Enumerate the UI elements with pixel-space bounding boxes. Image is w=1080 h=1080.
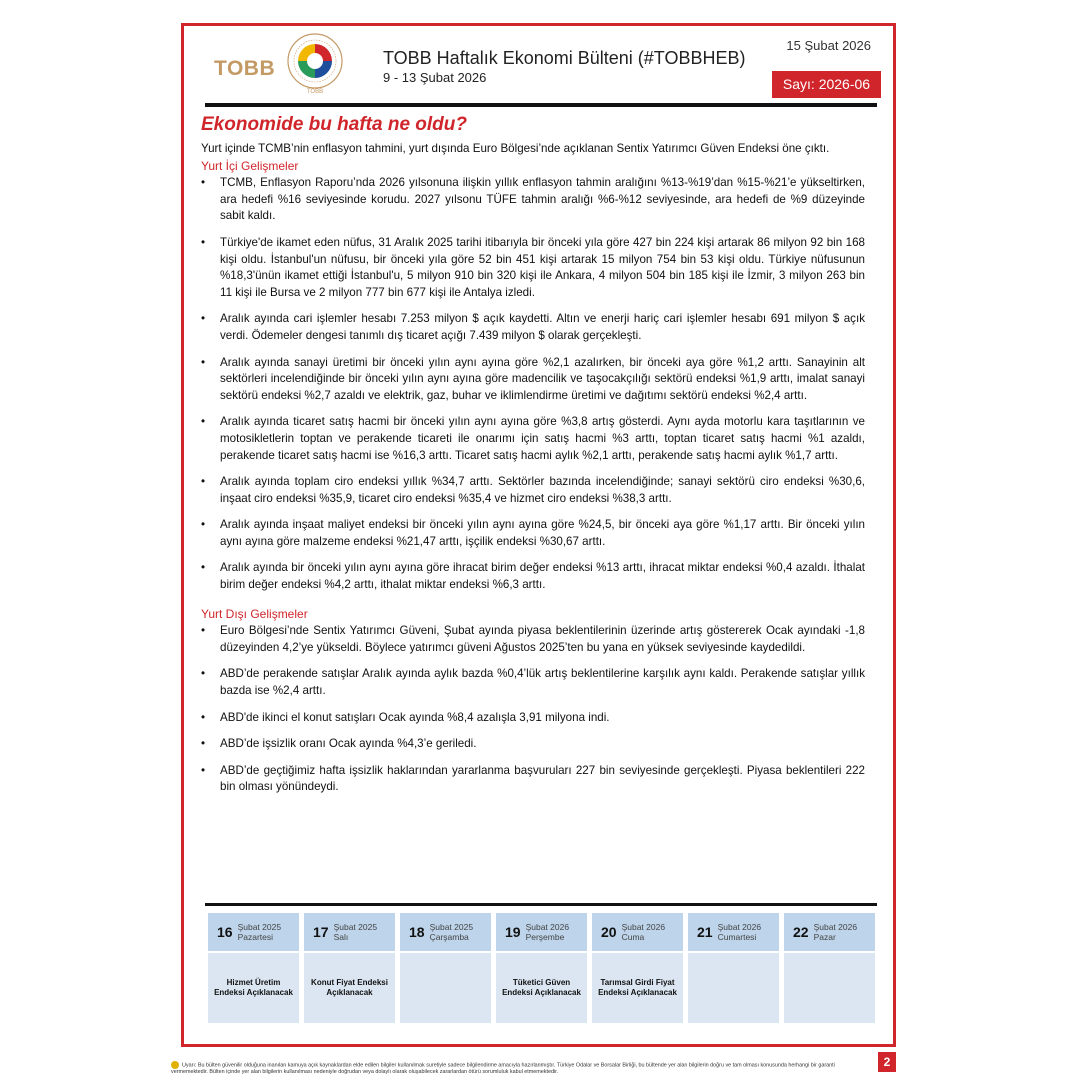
header-divider: [205, 103, 877, 107]
calendar-day-label: [526, 922, 569, 942]
calendar-day-header: [400, 913, 491, 951]
calendar-day-number: 22: [793, 924, 809, 940]
calendar-event: [784, 953, 875, 1023]
list-item: • Euro Bölgesi’nde Sentix Yatırımcı Güveni, Şubat ayında piyasa beklentilerinin üzerinde artış göstererek Ocak ayındaki -1,8 düzeyinden 4,2’ye yükseldi. Böylece yatırımcı güveni Ağustos 2025’ten bu yana en yüksek seviyesinde kaydedildi.: [201, 623, 865, 656]
page-number: 2: [878, 1052, 896, 1072]
section-heading: Ekonomide bu hafta ne oldu?: [201, 114, 467, 135]
calendar-day-label: [622, 922, 665, 942]
calendar-weekday: Cumartesi: [717, 932, 757, 942]
calendar-day-label: [238, 922, 281, 942]
disclaimer-text: Uyarı: Bu bülten güvenilir olduğuna inanılan kamuya açık kaynaklardan elde edilen bilgiler kullanılmak suretiyle sadece bilgilendirme amacıyla hazırlanmıştır. Türkiye Odalar ve Borsalar Birliği, bu bültende yer alan bilgilerin doğru ve tam olması konusunda herhangi bir garanti vermemektedir. Bülten içinde yer alan bilgilerin kullanılması nedeniyle doğrudan veya dolaylı olarak oluşabilecek zararlardan ötürü sorumluluk kabul etmemektedir.: [171, 1062, 835, 1076]
calendar-day: [784, 913, 875, 1023]
list-item: • ABD'de ikinci el konut satışları Ocak ayında %8,4 azalışla 3,91 milyona indi.: [201, 710, 865, 727]
calendar-day-number: 17: [313, 924, 329, 940]
calendar-day-label: [718, 922, 761, 942]
calendar-day-number: 20: [601, 924, 617, 940]
seal-caption: TOBB: [306, 89, 324, 95]
list-item: • Aralık ayında toplam ciro endeksi yıllık %34,7 arttı. Sektörler bazında incelendiğinde; sanayi sektörü ciro endeksi %30,6, inşaat ciro endeksi %35,9, ticaret ciro endeksi %35,4 ve hizmet ciro endeksi %38,3 arttı.: [201, 474, 865, 507]
calendar-day-number: 18: [409, 924, 425, 940]
issue-badge: Sayı: 2026-06: [772, 71, 881, 98]
list-item: • Aralık ayında sanayi üretimi bir önceki yılın aynı ayına göre %2,1 azalırken, bir önceki aya göre %1,2 arttı. Sanayinin alt sektörleri incelendiğinde bir önceki yılın aynı ayına göre madencilik ve taşocakçılığı sektörü endeksi %1,9 arttı, imalat sanayi sektörü endeksi %2,7 azaldı ve elektrik, gaz, buhar ve iklimlendirme üretimi ve dağıtımı sektörü endeksi %2,4 arttı.: [201, 355, 865, 405]
calendar-day-header: [784, 913, 875, 951]
calendar-weekday: Perşembe: [525, 932, 565, 942]
bulletin-week-dates: 9 - 13 Şubat 2026: [383, 70, 487, 85]
calendar-day-number: 19: [505, 924, 521, 940]
list-item: • Aralık ayında cari işlemler hesabı 7.253 milyon $ açık kaydetti. Altın ve enerji hariç cari işlemler hesabı 691 milyon $ açık verdi. Ödemeler dengesi tanımlı dış ticaret açığı 7.439 milyon $ olarak gerçekleşti.: [201, 311, 865, 344]
foreign-title: Yurt Dışı Gelişmeler: [201, 606, 308, 621]
calendar-day-header: [208, 913, 299, 951]
tobb-seal-icon: [286, 33, 344, 95]
list-item: • Türkiye'de ikamet eden nüfus, 31 Aralık 2025 tarihi itibarıyla bir önceki yıla göre 427 bin 224 kişi artarak 86 milyon 92 bin 168 kişi oldu. İstanbul'un nüfusu, bir önceki yıla göre 52 bin 451 kişi artarak 15 milyon 754 bin 53 kişi oldu. Türkiye nüfusunun %18,3'ünün ikamet ettiği İstanbul'u, 5 milyon 910 bin 320 kişi ile Ankara, 4 milyon 504 bin 185 kişi ile İzmir, 3 milyon 263 bin 11 kişi ile Bursa ve 2 milyon 777 bin 677 kişi ile Antalya izledi.: [201, 235, 865, 301]
calendar-divider: [205, 903, 877, 906]
calendar-weekday: Pazartesi: [237, 932, 274, 942]
list-item: • ABD’de işsizlik oranı Ocak ayında %4,3’e geriledi.: [201, 736, 865, 753]
calendar-day-header: [592, 913, 683, 951]
calendar-day: [400, 913, 491, 1023]
calendar-day-label: [334, 922, 377, 942]
tobb-logo-text: TOBB: [214, 57, 276, 80]
list-item: • Aralık ayında inşaat maliyet endeksi bir önceki yılın aynı ayına göre %24,5, bir önceki aya göre %1,17 arttı. Bir önceki yılın aynı ayına göre malzeme endeksi %21,47 arttı, işçilik endeksi %30,67 arttı.: [201, 517, 865, 550]
domestic-title: Yurt İçi Gelişmeler: [201, 158, 299, 173]
calendar-month: Şubat 2026: [717, 922, 762, 932]
calendar-day: [496, 913, 587, 1023]
calendar-day: [592, 913, 683, 1023]
calendar-month: Şubat 2025: [429, 922, 474, 932]
calendar-day-label: [430, 922, 473, 942]
disclaimer: [171, 1061, 861, 1076]
tobb-small-icon: [171, 1061, 179, 1069]
calendar-weekday: Çarşamba: [429, 932, 469, 942]
calendar-event: Konut Fiyat Endeksi Açıklanacak: [304, 953, 395, 1023]
domestic-list: [201, 175, 865, 593]
intro-paragraph: Yurt içinde TCMB’nin enflasyon tahmini, yurt dışında Euro Bölgesi’nde açıklanan Sentix Yatırımcı Güven Endeksi öne çıktı.: [201, 142, 830, 155]
calendar-day: [304, 913, 395, 1023]
calendar-weekday: Pazar: [813, 932, 836, 942]
bulletin-title: TOBB Haftalık Ekonomi Bülteni (#TOBBHEB): [383, 48, 746, 68]
calendar-month: Şubat 2026: [621, 922, 666, 932]
calendar-event: Hizmet Üretim Endeksi Açıklanacak: [208, 953, 299, 1023]
list-item: • ABD’de perakende satışlar Aralık ayında aylık bazda %0,4’lük artış beklentilerine karşılık aynı kaldı. Perakende satışlar yıllık bazda ise %2,4 arttı.: [201, 666, 865, 699]
calendar-weekday: Salı: [333, 932, 349, 942]
calendar: [208, 913, 875, 1023]
calendar-day-header: [304, 913, 395, 951]
calendar-day-number: 21: [697, 924, 713, 940]
calendar-month: Şubat 2026: [813, 922, 858, 932]
bulletin-content: [201, 141, 865, 806]
calendar-day-header: [688, 913, 779, 951]
calendar-event: [688, 953, 779, 1023]
calendar-month: Şubat 2026: [525, 922, 570, 932]
calendar-event: [400, 953, 491, 1023]
foreign-list: [201, 623, 865, 796]
calendar-weekday: Cuma: [621, 932, 645, 942]
calendar-day: [688, 913, 779, 1023]
calendar-day-label: [814, 922, 857, 942]
list-item: • Aralık ayında bir önceki yılın aynı ayına göre ihracat birim değer endeksi %13 arttı, ihracat miktar endeksi %0,4 azaldı. İthalat birim değer endeksi %4,2 arttı, ithalat miktar endeksi %6,3 arttı.: [201, 560, 865, 593]
calendar-month: Şubat 2025: [333, 922, 378, 932]
calendar-day-header: [496, 913, 587, 951]
publish-date: 15 Şubat 2026: [786, 38, 871, 53]
list-item: • TCMB, Enflasyon Raporu’nda 2026 yılsonuna ilişkin yıllık enflasyon tahmin aralığını %13-%19’dan %15-%21’e yükseltirken, ara hedefi %16 seviyesinde korudu. 2027 yılsonu TÜFE tahmin aralığı %6-%12 seviyesinde, ara hedefi de %9 düzeyinde sabit kaldı.: [201, 175, 865, 225]
calendar-day-number: 16: [217, 924, 233, 940]
calendar-day: [208, 913, 299, 1023]
calendar-month: Şubat 2025: [237, 922, 282, 932]
list-item: • ABD’de geçtiğimiz hafta işsizlik haklarından yararlanma başvuruları 227 bin seviyesinde gerçekleşti. Piyasa beklentileri 222 bin olması yönündeydi.: [201, 763, 865, 796]
calendar-event: Tarımsal Girdi Fiyat Endeksi Açıklanacak: [592, 953, 683, 1023]
calendar-event: Tüketici Güven Endeksi Açıklanacak: [496, 953, 587, 1023]
list-item: • Aralık ayında ticaret satış hacmi bir önceki yılın aynı ayına göre %3,8 artış gösterdi. Aynı ayda motorlu kara taşıtlarının ve motosikletlerin toptan ve perakende ticareti ile onarımı için satış hacmi %3 arttı, toptan ticaret satış hacmi %1 azaldı, perakende ticaret satış hacmi ise %16,3 arttı. Ticaret satış hacmi aylık %2,1 arttı, perakende satış hacmi aylık %1,7 arttı.: [201, 414, 865, 464]
